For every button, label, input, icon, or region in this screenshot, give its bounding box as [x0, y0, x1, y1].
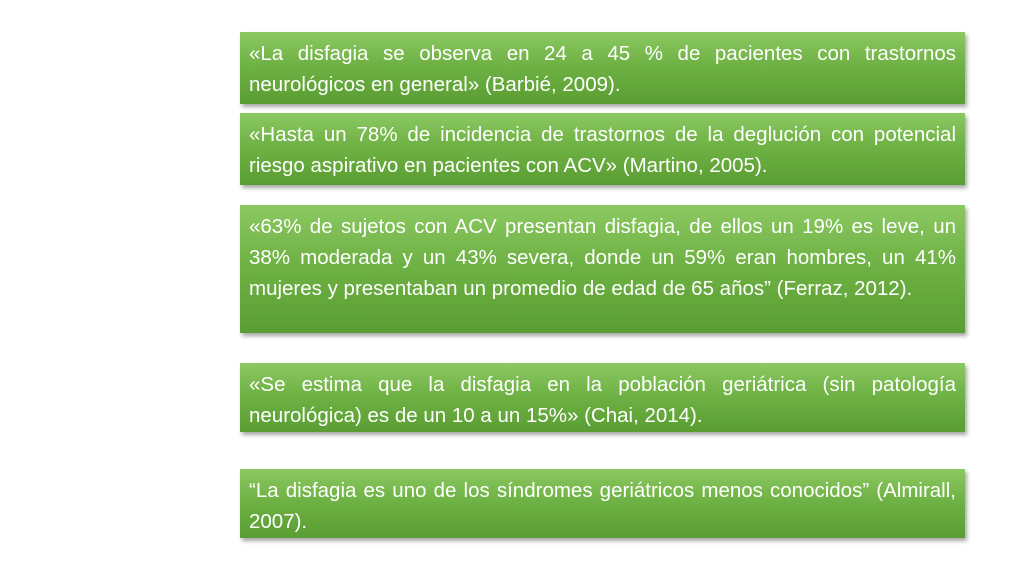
quote-text: «Hasta un 78% de incidencia de trastornos de la deglución con potencial riesgo aspirativo en pacientes con ACV» (Martino, 2005). — [249, 123, 956, 177]
quote-text: «La disfagia se observa en 24 a 45 % de pacientes con trastornos neurológicos en general» (Barbié, 2009). — [249, 42, 956, 96]
quote-box-chai — [240, 363, 965, 432]
quote-box-almirall — [240, 469, 965, 538]
quote-box-barbie — [240, 32, 965, 104]
quote-text: “La disfagia es uno de los síndromes geriátricos menos conocidos” (Almirall, 2007). — [249, 479, 956, 533]
quote-text: «63% de sujetos con ACV presentan disfagia, de ellos un 19% es leve, un 38% moderada y un 43% severa, donde un 59% eran hombres, un 41% mujeres y presentaban un promedio de edad de 65 años” (Ferraz, 2012). — [249, 215, 956, 300]
quote-box-ferraz — [240, 205, 965, 333]
quote-box-martino — [240, 113, 965, 185]
quote-text: «Se estima que la disfagia en la población geriátrica (sin patología neurológica) es de un 10 a un 15%» (Chai, 2014). — [249, 373, 956, 427]
